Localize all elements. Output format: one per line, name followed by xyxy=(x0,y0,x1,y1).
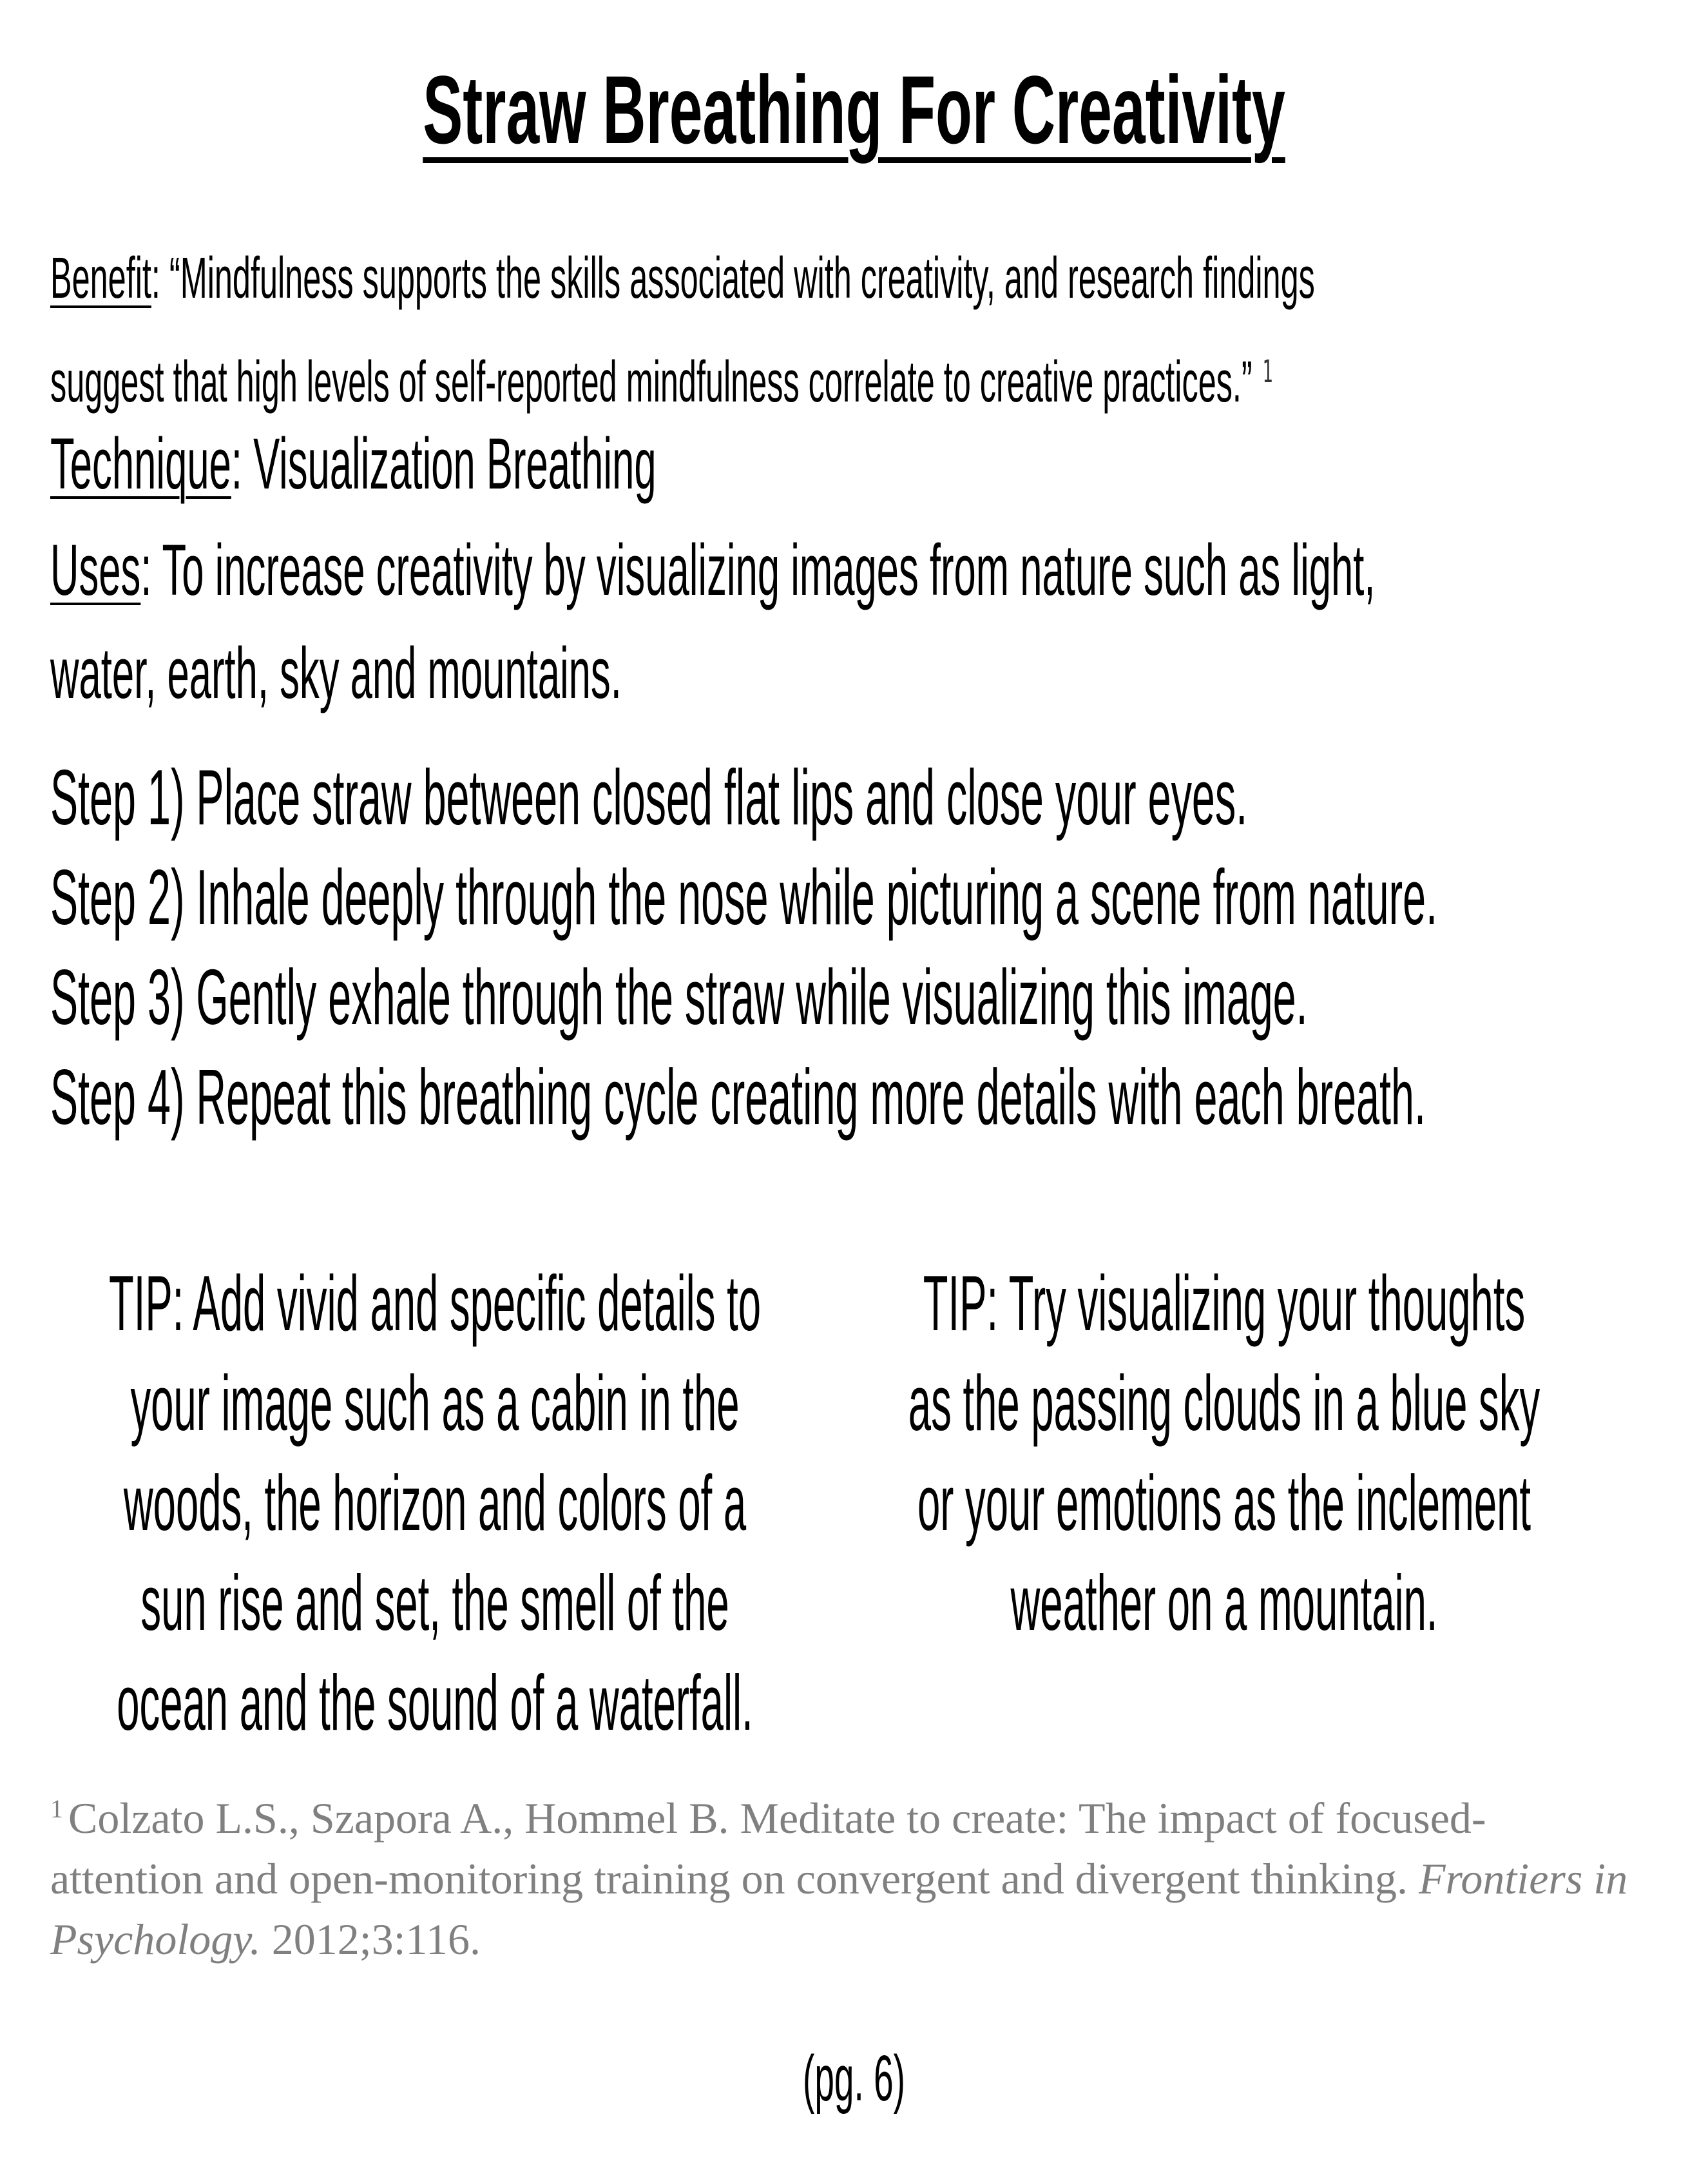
benefit-quote-line-1: “Mindfulness supports the skills associated with creativity, and research findings xyxy=(169,246,1315,311)
uses-text-line-1: To increase creativity by visualizing images from nature such as light, xyxy=(162,530,1376,610)
tip-right xyxy=(908,1253,1540,1653)
benefit-footnote-marker: 1 xyxy=(1262,354,1273,390)
step-2: Step 2) Inhale deeply through the nose while picturing a scene from nature. xyxy=(50,853,1438,941)
citation-text: Colzato L.S., Szapora A., Hommel B. Meditate to create: The impact of focused-attention and open-monitoring training on convergent and divergent thinking. xyxy=(50,1794,1486,1903)
tip-left-line: woods, the horizon and colors of a xyxy=(123,1459,747,1547)
citation-footnote xyxy=(50,1779,1629,1970)
tip-left xyxy=(108,1253,762,1753)
tip-right-text xyxy=(856,1253,1593,1653)
tip-right-line: TIP: Try visualizing your thoughts xyxy=(923,1259,1526,1347)
page-number: (pg. 6) xyxy=(803,2042,905,2115)
technique-value: Visualization Breathing xyxy=(253,423,657,504)
page-title-text: Straw Breathing For Creativity xyxy=(423,55,1285,164)
citation-year: 2012;3:116. xyxy=(271,1915,481,1964)
technique-section xyxy=(50,412,936,516)
tip-right-line: weather on a mountain. xyxy=(1010,1559,1438,1647)
uses-line-1: Uses: To increase creativity by visualizing images from nature such as light, xyxy=(50,530,1376,610)
uses-label: Uses xyxy=(50,530,141,610)
citation-marker: 1 xyxy=(50,1794,63,1823)
tip-left-line: ocean and the sound of a waterfall. xyxy=(117,1659,753,1747)
technique-label: Technique xyxy=(50,423,231,504)
benefit-line-1: Benefit: “Mindfulness supports the skills associated with creativity, and research findings xyxy=(50,246,1315,311)
tip-left-text xyxy=(75,1253,795,1753)
page-title xyxy=(325,45,1384,174)
tip-left-line: sun rise and set, the smell of the xyxy=(140,1559,729,1647)
tip-left-line: TIP: Add vivid and specific details to xyxy=(108,1259,762,1347)
benefit-section xyxy=(50,232,1315,429)
citation-journal: Frontiers in Psychology. xyxy=(50,1854,1628,1964)
step-3: Step 3) Gently exhale through the straw while visualizing this image. xyxy=(50,953,1308,1041)
tip-right-line: as the passing clouds in a blue sky xyxy=(908,1359,1540,1447)
uses-text-line-2: water, earth, sky and mountains. xyxy=(50,633,622,713)
benefit-quote-line-2: suggest that high levels of self-reported mindfulness correlate to creative practices.” xyxy=(50,350,1252,414)
tip-left-line: your image such as a cabin in the xyxy=(130,1359,740,1447)
uses-section xyxy=(50,519,1376,725)
step-1: Step 1) Place straw between closed flat lips and close your eyes. xyxy=(50,753,1248,841)
step-4: Step 4) Repeat this breathing cycle creating more details with each breath. xyxy=(50,1053,1426,1141)
technique-line: Technique: Visualization Breathing xyxy=(50,423,657,504)
benefit-label: Benefit xyxy=(50,246,151,311)
tip-right-line: or your emotions as the inclement xyxy=(917,1459,1531,1547)
steps-list xyxy=(50,748,1438,1147)
